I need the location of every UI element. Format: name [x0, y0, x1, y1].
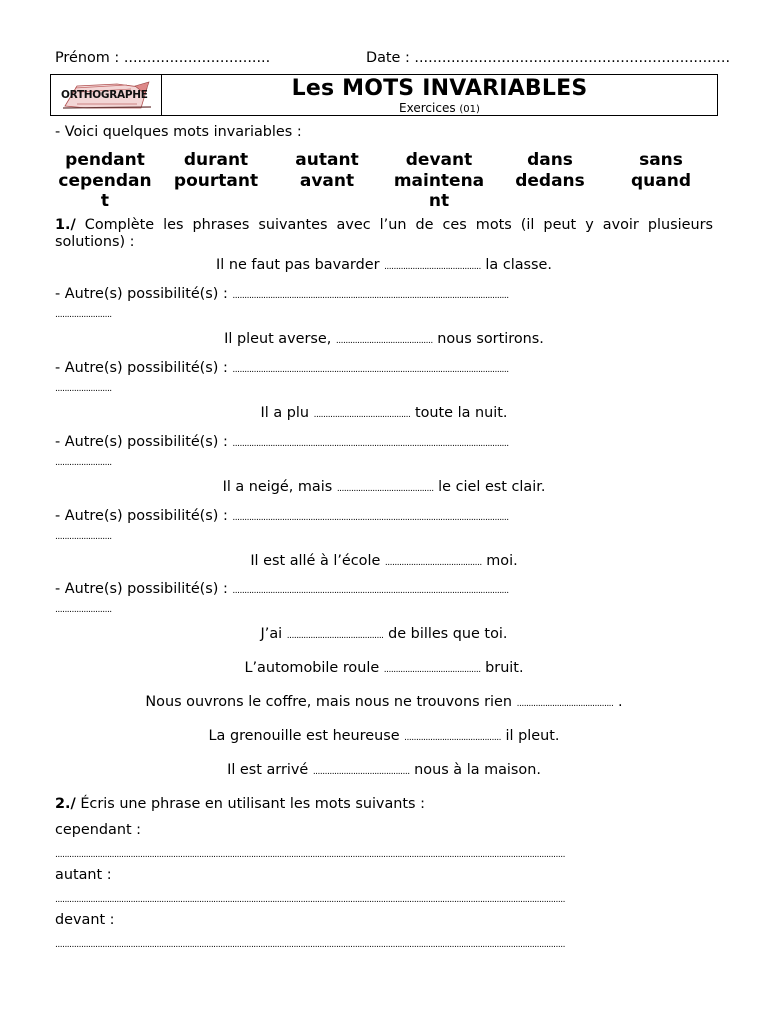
- possibility-blank[interactable]: ........................: [55, 457, 112, 468]
- possibility-label: - Autre(s) possibilité(s) :: [55, 286, 233, 302]
- sentence-text: Il ne faut pas bavarder: [216, 257, 385, 273]
- sentence-2: [55, 331, 713, 347]
- blank-field[interactable]: .........................................: [286, 631, 384, 641]
- possibility-blank[interactable]: .....................................................................................................................: [232, 439, 509, 449]
- possibility-label: - Autre(s) possibilité(s) :: [55, 434, 233, 450]
- word: durant: [183, 150, 249, 170]
- sentence-text: moi.: [481, 553, 518, 569]
- sentence-6: [55, 626, 713, 642]
- page-subtitle: [162, 101, 717, 115]
- sentence-text: Il a plu: [260, 405, 314, 421]
- exercise-number: (01): [459, 104, 480, 115]
- write-label-devant: devant :: [55, 912, 115, 928]
- question-2: [55, 796, 425, 812]
- sentence-text: Il est arrivé: [227, 762, 313, 778]
- word: cependan: [58, 170, 152, 191]
- sentence-8: [55, 694, 713, 710]
- question-text: Écris une phrase en utilisant les mots suivants :: [75, 796, 425, 812]
- word: maintena: [393, 170, 485, 191]
- possibility-line: [55, 286, 715, 323]
- blank-field[interactable]: .........................................: [383, 665, 481, 675]
- possibility-line: [55, 581, 715, 618]
- word: nt: [428, 191, 450, 211]
- sentence-9: [55, 728, 713, 744]
- word-column-4: [384, 150, 494, 212]
- possibility-line: [55, 434, 715, 471]
- question-1: [55, 217, 713, 251]
- possibility-blank[interactable]: ........................: [55, 531, 112, 542]
- write-label-autant: autant :: [55, 867, 112, 883]
- word: pourtant: [173, 170, 259, 191]
- possibility-blank[interactable]: .....................................................................................................................: [232, 291, 509, 301]
- possibility-blank[interactable]: .....................................................................................................................: [232, 586, 509, 596]
- word-column-3: [272, 150, 382, 191]
- sentence-4: [55, 479, 713, 495]
- prenom-field: Prénom : ................................: [55, 50, 271, 66]
- blank-field[interactable]: .........................................: [404, 733, 501, 743]
- possibility-label: - Autre(s) possibilité(s) :: [55, 360, 233, 376]
- word-column-1: [50, 150, 160, 212]
- logo-cell: [51, 75, 162, 115]
- page-title: Les MOTS INVARIABLES: [291, 76, 588, 101]
- sentence-text: J’ai: [260, 626, 287, 642]
- possibility-blank[interactable]: ........................: [55, 309, 112, 320]
- word: devant: [405, 150, 473, 170]
- word-column-6: [606, 150, 716, 191]
- write-line[interactable]: ........................................................................................................................................................................................................................: [55, 895, 565, 905]
- question-number: 1./: [55, 217, 76, 233]
- word: t: [100, 191, 110, 211]
- sentence-text: .: [613, 694, 623, 710]
- write-line[interactable]: ........................................................................................................................................................................................................................: [55, 850, 565, 860]
- possibility-label: - Autre(s) possibilité(s) :: [55, 581, 233, 597]
- blank-field[interactable]: .........................................: [384, 558, 482, 568]
- question-number: 2./: [55, 796, 76, 812]
- sentence-text: nous à la maison.: [409, 762, 541, 778]
- logo-text: ORTHOGRAPHE: [61, 89, 148, 101]
- blank-field[interactable]: .........................................: [336, 484, 434, 494]
- intro-text: - Voici quelques mots invariables :: [55, 124, 302, 140]
- question-text: Complète les phrases suivantes avec l’un de ces mots (il peut y avoir plusieurs solutions) :: [55, 217, 713, 250]
- word: avant: [299, 170, 355, 191]
- title-box: [50, 74, 718, 116]
- date-field: Date : .....................................................................: [366, 50, 731, 66]
- sentence-text: il pleut.: [500, 728, 560, 744]
- possibility-line: [55, 508, 715, 545]
- blank-field[interactable]: .........................................: [312, 767, 410, 777]
- word: autant: [295, 150, 359, 170]
- sentence-text: nous sortirons.: [432, 331, 544, 347]
- word: quand: [630, 170, 691, 191]
- sentence-text: L’automobile roule: [244, 660, 384, 676]
- blank-field[interactable]: .........................................: [384, 262, 481, 272]
- possibility-blank[interactable]: .....................................................................................................................: [232, 365, 509, 375]
- title-cell: [162, 75, 717, 115]
- write-label-cependant: cependant :: [55, 822, 142, 838]
- possibility-label: - Autre(s) possibilité(s) :: [55, 508, 233, 524]
- header-line: [55, 50, 731, 70]
- word-column-5: [495, 150, 605, 191]
- sentence-1: [55, 257, 713, 273]
- subtitle-text: Exercices: [399, 101, 456, 115]
- sentence-text: La grenouille est heureuse: [208, 728, 405, 744]
- blank-field[interactable]: .........................................: [313, 410, 411, 420]
- sentence-text: le ciel est clair.: [433, 479, 546, 495]
- blank-field[interactable]: .........................................: [335, 336, 433, 346]
- word: pendant: [65, 150, 145, 170]
- word: sans: [639, 150, 683, 170]
- sentence-3: [55, 405, 713, 421]
- blank-field[interactable]: .........................................: [516, 699, 614, 709]
- possibility-line: [55, 360, 715, 397]
- sentence-text: Il a neigé, mais: [222, 479, 337, 495]
- sentence-text: la classe.: [480, 257, 552, 273]
- sentence-text: bruit.: [480, 660, 524, 676]
- possibility-blank[interactable]: ........................: [55, 604, 112, 615]
- sentence-text: Il pleut averse,: [224, 331, 336, 347]
- possibility-blank[interactable]: ........................: [55, 383, 112, 394]
- word-column-2: [161, 150, 271, 191]
- write-line[interactable]: ........................................................................................................................................................................................................................: [55, 940, 565, 950]
- word: dans: [527, 150, 573, 170]
- word: dedans: [515, 170, 585, 191]
- sentence-text: Il est allé à l’école: [250, 553, 385, 569]
- sentence-10: [55, 762, 713, 778]
- sentence-text: de billes que toi.: [383, 626, 508, 642]
- possibility-blank[interactable]: .....................................................................................................................: [232, 513, 509, 523]
- sentence-text: Nous ouvrons le coffre, mais nous ne trouvons rien: [145, 694, 517, 710]
- sentence-7: [55, 660, 713, 676]
- sentence-text: toute la nuit.: [410, 405, 508, 421]
- sentence-5: [55, 553, 713, 569]
